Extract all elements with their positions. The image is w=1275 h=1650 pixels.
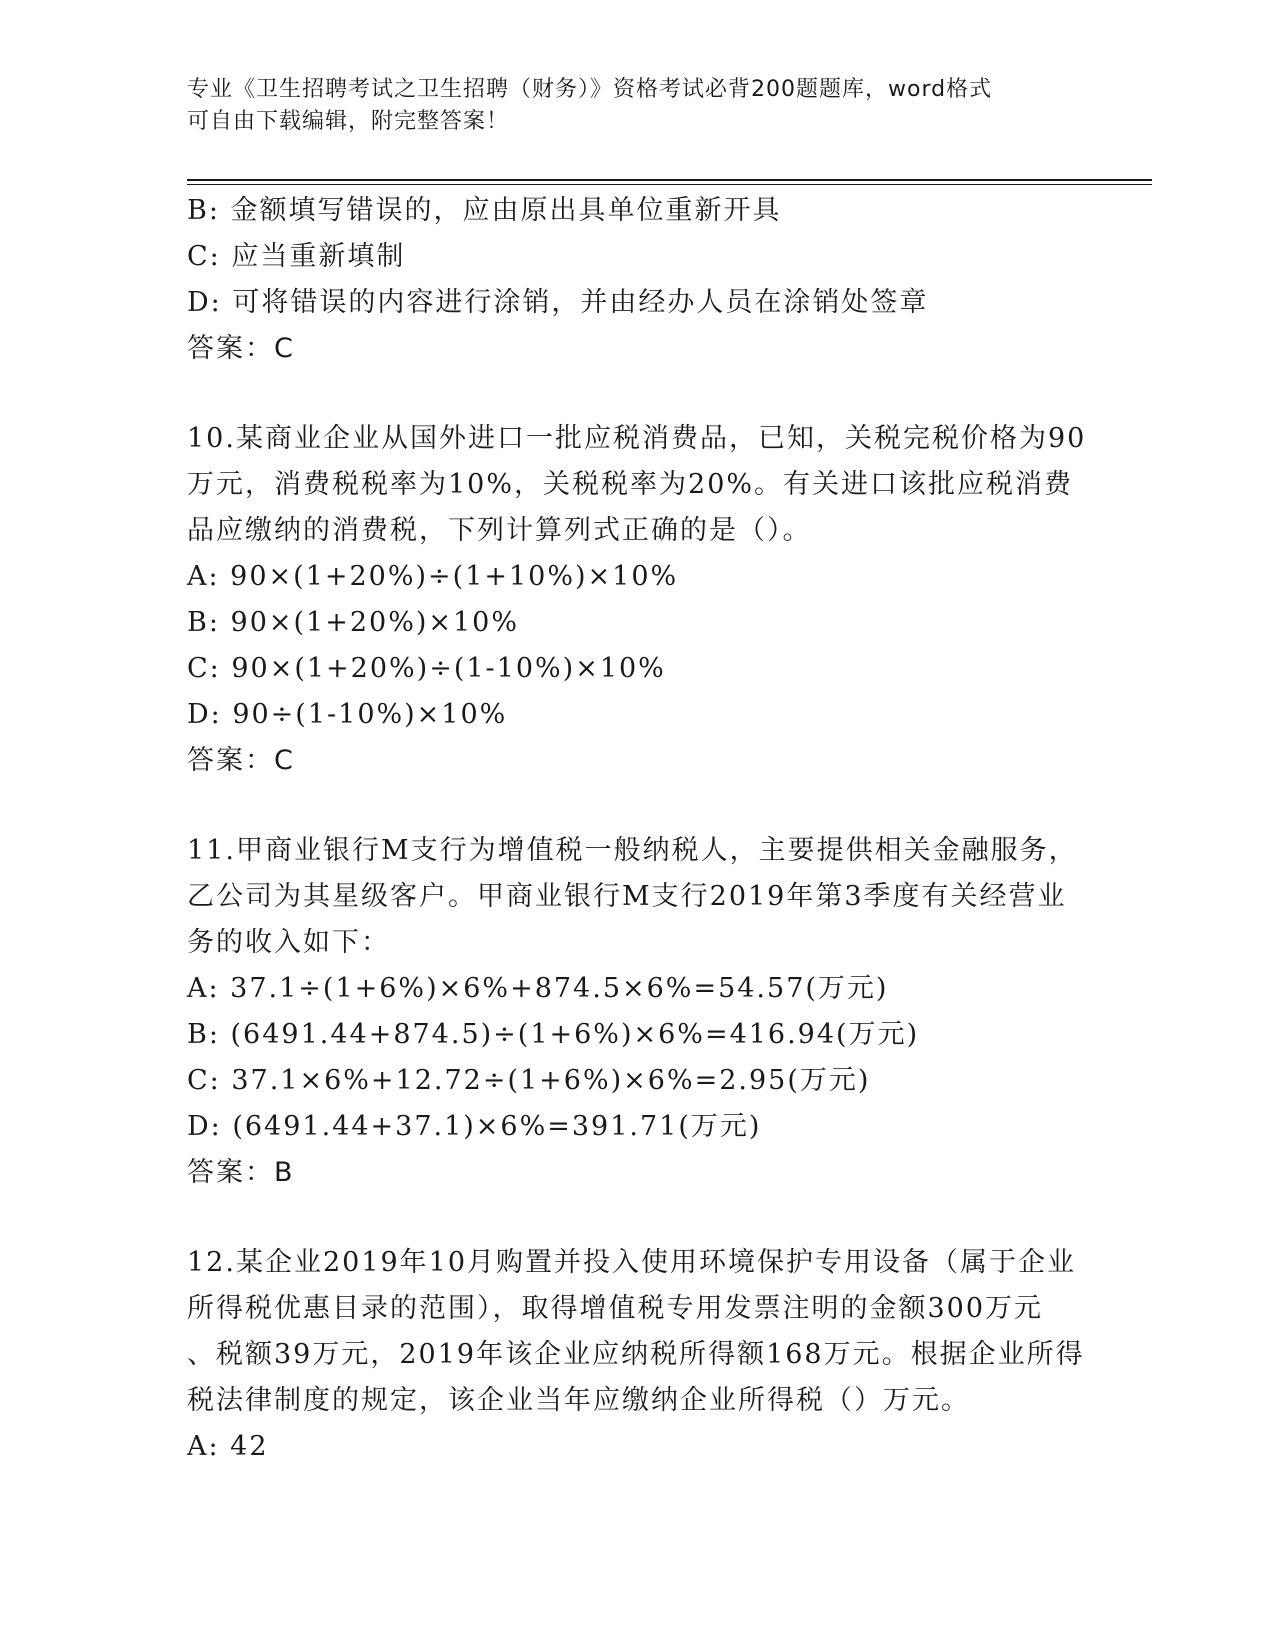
answer: 答案：B — [187, 1157, 295, 1188]
option-b: B: 90×(1+20%)×10% — [187, 607, 520, 638]
answer: 答案：C — [187, 333, 295, 364]
question-text-line: 品应缴纳的消费税，下列计算列式正确的是（）。 — [187, 515, 812, 546]
question-text-line: 12.某企业2019年10月购置并投入使用环境保护专用设备（属于企业 — [187, 1247, 1077, 1278]
spacer — [187, 784, 1087, 828]
question-text-line: 10.某商业企业从国外进口一批应税消费品，已知，关税完税价格为90 — [187, 423, 1087, 454]
document-body — [187, 188, 1087, 1470]
option-d: D: 90÷(1-10%)×10% — [187, 699, 508, 730]
option-b: B: 金额填写错误的，应由原出具单位重新开具 — [187, 195, 782, 226]
header-line-1: 专业《卫生招聘考试之卫生招聘（财务）》资格考试必背200题题库，word格式 — [187, 77, 993, 102]
option-c: C: 90×(1+20%)÷(1-10%)×10% — [187, 653, 666, 684]
header-rule-thick — [187, 179, 1152, 181]
question-11-block — [187, 828, 1087, 1196]
option-d: D: (6491.44+37.1)×6%=391.71(万元) — [187, 1111, 762, 1142]
question-text-line: 、税额39万元，2019年该企业应纳税所得额168万元。根据企业所得 — [187, 1339, 1085, 1370]
option-c: C: 37.1×6%+12.72÷(1+6%)×6%=2.95(万元) — [187, 1065, 871, 1096]
question-text-line: 万元，消费税税率为10%，关税税率为20%。有关进口该批应税消费 — [187, 469, 1074, 500]
answer: 答案：C — [187, 745, 295, 776]
option-a: A: 37.1÷(1+6%)×6%+874.5×6%=54.57(万元) — [187, 973, 889, 1004]
option-b: B: (6491.44+874.5)÷(1+6%)×6%=416.94(万元) — [187, 1019, 920, 1050]
option-a: A: 42 — [187, 1431, 269, 1462]
option-a: A: 90×(1+20%)÷(1+10%)×10% — [187, 561, 679, 592]
question-9-block — [187, 188, 1087, 372]
question-text-line: 所得税优惠目录的范围），取得增值税专用发票注明的金额300万元 — [187, 1293, 1044, 1324]
spacer — [187, 372, 1087, 416]
question-12-block — [187, 1240, 1087, 1470]
option-d: D: 可将错误的内容进行涂销，并由经办人员在涂销处签章 — [187, 287, 929, 318]
question-text-line: 务的收入如下： — [187, 927, 390, 958]
header-line-2: 可自由下载编辑，附完整答案！ — [187, 109, 510, 134]
spacer — [187, 1196, 1087, 1240]
question-text-line: 11.甲商业银行M支行为增值税一般纳税人，主要提供相关金融服务， — [187, 835, 1078, 866]
option-c: C: 应当重新填制 — [187, 241, 406, 272]
document-header — [187, 74, 1087, 138]
question-text-line: 税法律制度的规定，该企业当年应缴纳企业所得税（）万元。 — [187, 1385, 970, 1416]
header-rule-thin — [187, 184, 1152, 185]
question-text-line: 乙公司为其星级客户。甲商业银行M支行2019年第3季度有关经营业 — [187, 881, 1067, 912]
question-10-block — [187, 416, 1087, 784]
